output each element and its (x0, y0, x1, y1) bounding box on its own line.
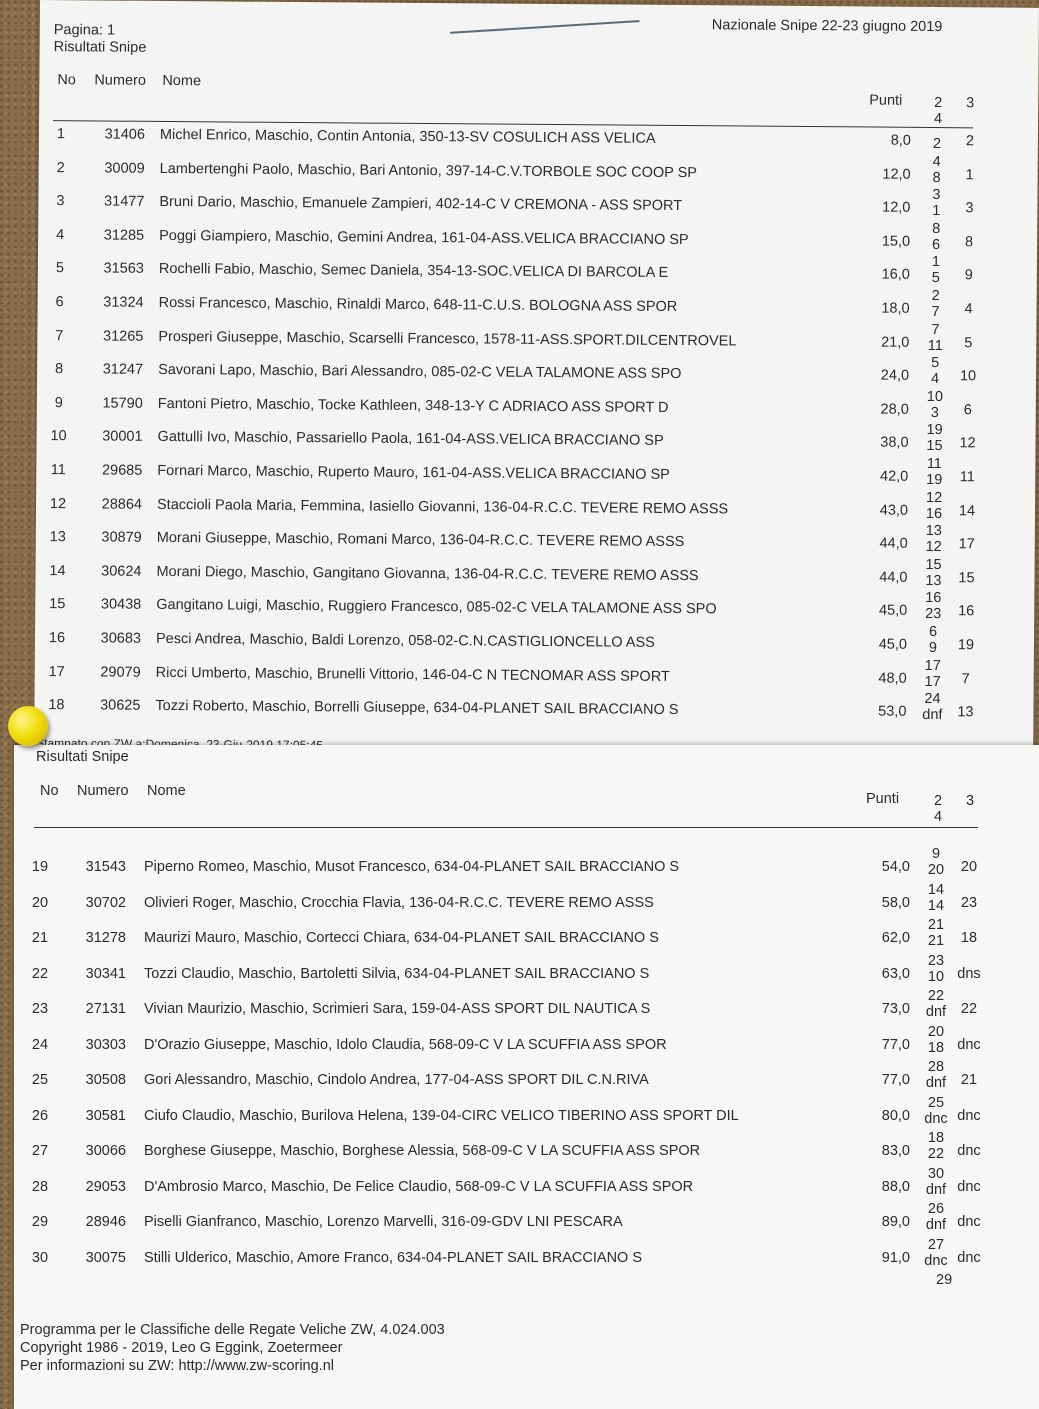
cell-race2-upper: 13 (925, 523, 942, 540)
cell-race3: 2 (965, 133, 975, 150)
cell-race3: 22 (960, 1001, 978, 1017)
cell-numero: 30624 (101, 563, 142, 580)
cell-race2-upper: 14 (927, 881, 945, 898)
cell-numero: 30009 (104, 160, 145, 177)
cell-punti: 77,0 (881, 1036, 910, 1053)
cell-numero: 31324 (103, 294, 144, 311)
cell-race2: 10 (927, 968, 945, 985)
cell-race3: 11 (959, 469, 975, 486)
cell-nome: Savorani Lapo, Maschio, Bari Alessandro, 085-02-C VELA TALAMONE ASS SPO (158, 362, 682, 383)
footer-line-3: Per informazioni su ZW: http://www.zw-scoring.nl (20, 1358, 334, 1374)
cell-numero: 30075 (85, 1249, 126, 1266)
cell-race2: 9 (928, 640, 938, 657)
table-row (14, 988, 1039, 1031)
cell-race2: 5 (931, 270, 940, 287)
cell-race2-upper: 20 (927, 1023, 945, 1040)
cell-punti: 21,0 (881, 334, 910, 351)
table-row (14, 846, 1039, 889)
cell-race2: 8 (932, 169, 941, 186)
cell-no: 1 (56, 126, 66, 143)
cell-race2: dnc (924, 1252, 948, 1269)
cell-race3: 21 (960, 1072, 978, 1088)
cell-race2: dnf (925, 1004, 947, 1020)
cell-no: 16 (48, 630, 66, 647)
cell-no: 14 (49, 562, 66, 580)
cell-punti: 8,0 (890, 132, 911, 149)
cell-nome: Gori Alessandro, Maschio, Cindolo Andrea, 177-04-ASS SPORT DIL C.N.RIVA (144, 1072, 649, 1088)
cell-numero: 30508 (85, 1072, 126, 1088)
cell-nome: Gangitano Luigi, Maschio, Ruggiero Francesco, 085-02-C VELA TALAMONE ASS SPO (156, 597, 717, 618)
cell-race2-upper: 5 (931, 355, 940, 372)
cell-punti: 53,0 (878, 703, 907, 721)
pen-mark (450, 20, 640, 34)
cell-numero: 30341 (85, 965, 126, 982)
table-row (14, 1059, 1039, 1102)
cell-race3: 20 (960, 859, 978, 875)
header-race4: 4 (934, 111, 943, 128)
header-nome: Nome (162, 72, 202, 90)
table-row (14, 917, 1039, 960)
cell-nome: Prosperi Giuseppe, Maschio, Scarselli Francesco, 1578-11-ASS.SPORT.DILCENTROVEL (158, 328, 737, 350)
cell-no: 5 (55, 260, 64, 277)
cell-punti: 12,0 (882, 199, 911, 217)
cell-race3: dnc (957, 1249, 981, 1266)
header-numero: Numero (77, 783, 129, 799)
cell-race2-upper: 11 (926, 455, 942, 473)
cell-race2: 14 (927, 897, 945, 914)
cell-numero: 31563 (103, 260, 144, 278)
cell-punti: 44,0 (879, 569, 908, 586)
cell-race2: 3 (930, 404, 939, 421)
cell-race2-upper: 18 (927, 1130, 945, 1146)
cell-punti: 15,0 (881, 233, 911, 250)
cell-race2-upper: 2 (931, 288, 940, 305)
page-label: Pagina: 1 (53, 22, 116, 39)
cell-race2-upper: 21 (927, 917, 945, 933)
race-value-extra: 29 (936, 1272, 953, 1288)
cell-punti: 16,0 (881, 267, 910, 284)
header-race3: 3 (966, 95, 975, 112)
cell-punti: 43,0 (879, 502, 909, 519)
cell-race2: 13 (925, 572, 942, 589)
cell-race3: 12 (959, 435, 976, 452)
cell-race2: 6 (931, 236, 941, 253)
cell-nome: Fornari Marco, Maschio, Ruperto Mauro, 161-04-ASS.VELICA BRACCIANO SP (157, 462, 670, 483)
table-row (14, 1130, 1039, 1173)
cell-race3: dnc (957, 1143, 981, 1159)
cell-numero: 31285 (103, 227, 145, 244)
cell-nome: Michel Enrico, Maschio, Contin Antonia, 350-13-SV COSULICH ASS VELICA (159, 126, 656, 147)
header-race2: 2 (934, 793, 943, 809)
cell-nome: Piperno Romeo, Maschio, Musot Francesco, 634-04-PLANET SAIL BRACCIANO S (144, 859, 680, 875)
cell-race2-upper: 22 (927, 988, 945, 1004)
table-row (34, 693, 1033, 735)
header-punti: Punti (866, 791, 900, 807)
cell-no: 3 (56, 193, 65, 210)
cell-race2-upper: 28 (927, 1059, 945, 1075)
push-pin (8, 706, 48, 746)
cell-race3: 18 (960, 930, 978, 946)
cell-no: 19 (31, 859, 49, 875)
footer-line-2: Copyright 1986 - 2019, Leo G Eggink, Zoetermeer (20, 1340, 343, 1356)
cell-no: 15 (49, 596, 66, 613)
cell-numero: 31278 (85, 930, 126, 946)
cell-race3: dns (957, 965, 981, 982)
cell-no: 21 (31, 930, 49, 946)
event-title: Nazionale Snipe 22-23 giugno 2019 (711, 17, 943, 36)
cell-punti: 38,0 (880, 435, 909, 452)
results-sheet-page-1 (34, 0, 1039, 768)
header-rule (34, 827, 978, 828)
cell-nome: D'Orazio Giuseppe, Maschio, Idolo Claudia, 568-09-C V LA SCUFFIA ASS SPOR (144, 1036, 667, 1053)
cell-race2: 1 (932, 203, 941, 220)
cell-numero: 30438 (100, 596, 142, 614)
cell-race2-upper: 9 (931, 846, 941, 862)
cell-numero: 31247 (102, 361, 144, 379)
cell-race2: 17 (924, 673, 941, 690)
header-punti: Punti (869, 92, 903, 109)
cell-nome: Ciufo Claudio, Maschio, Burilova Helena, 139-04-CIRC VELICO TIBERINO ASS SPORT DIL (144, 1107, 739, 1124)
cell-punti: 62,0 (881, 930, 910, 946)
cell-nome: Maurizi Mauro, Maschio, Cortecci Chiara, 634-04-PLANET SAIL BRACCIANO S (144, 930, 659, 946)
cell-nome: Olivieri Roger, Maschio, Crocchia Flavia, 136-04-R.C.C. TEVERE REMO ASSS (144, 894, 654, 911)
cell-numero: 30879 (101, 529, 142, 547)
cell-race3: 1 (965, 166, 974, 183)
cell-race3: 13 (957, 704, 974, 721)
cell-race2: 11 (927, 337, 943, 354)
cell-race2-upper: 24 (924, 691, 941, 708)
cell-no: 23 (31, 1001, 49, 1017)
cell-nome: Pesci Andrea, Maschio, Baldi Lorenzo, 058-02-C.N.CASTIGLIONCELLO ASS (155, 630, 655, 651)
cell-numero: 31265 (102, 328, 144, 345)
cell-numero: 28946 (85, 1214, 126, 1230)
cell-punti: 42,0 (879, 468, 909, 485)
header-race3: 3 (966, 793, 975, 809)
cell-punti: 77,0 (881, 1072, 910, 1088)
cell-race3: 17 (958, 536, 975, 553)
cell-numero: 29685 (101, 462, 143, 479)
cell-no: 26 (31, 1107, 49, 1124)
cell-numero: 30625 (100, 697, 141, 714)
cell-no: 2 (56, 159, 65, 176)
cell-race2: 23 (925, 606, 942, 623)
header-race4: 4 (934, 809, 943, 825)
cell-race3: 6 (963, 402, 972, 419)
cell-race2-upper: 19 (926, 422, 943, 439)
cell-race2-upper: 27 (927, 1236, 945, 1253)
cell-punti: 54,0 (881, 859, 910, 875)
cell-race3: dnc (957, 1036, 981, 1053)
cell-no: 29 (31, 1214, 49, 1230)
cell-race2: 2 (932, 136, 941, 153)
cell-punti: 88,0 (881, 1178, 910, 1195)
cell-no: 11 (50, 462, 66, 479)
cell-numero: 31477 (104, 193, 145, 211)
cell-punti: 18,0 (881, 300, 910, 317)
cell-numero: 30001 (102, 428, 143, 446)
cell-no: 6 (55, 294, 64, 311)
cell-punti: 83,0 (881, 1143, 910, 1159)
cell-numero: 31406 (104, 126, 146, 143)
cell-race2-upper: 26 (927, 1201, 945, 1217)
cell-race2-upper: 25 (927, 1094, 945, 1111)
cell-nome: Stilli Ulderico, Maschio, Amore Franco, 634-04-PLANET SAIL BRACCIANO S (144, 1249, 643, 1266)
cell-race3: 7 (961, 670, 970, 687)
cell-race2: 18 (927, 1039, 945, 1056)
cell-race2-upper: 15 (925, 556, 942, 573)
cell-race3: 8 (965, 234, 974, 251)
cell-race2: 16 (925, 505, 943, 522)
cell-nome: Tozzi Claudio, Maschio, Bartoletti Silvia, 634-04-PLANET SAIL BRACCIANO S (144, 965, 650, 982)
cell-nome: D'Ambrosio Marco, Maschio, De Felice Claudio, 568-09-C V LA SCUFFIA ASS SPOR (144, 1178, 694, 1195)
cell-race2: 19 (926, 471, 943, 489)
cell-no: 4 (56, 226, 65, 243)
cell-race2: dnc (924, 1110, 948, 1127)
cell-race3: 15 (958, 570, 975, 587)
cell-nome: Vivian Maurizio, Maschio, Scrimieri Sara, 159-04-ASS SPORT DIL NAUTICA S (144, 1001, 651, 1017)
cell-race2-upper: 4 (932, 153, 941, 170)
cell-numero: 30702 (85, 894, 126, 911)
cell-no: 20 (31, 894, 49, 911)
cell-punti: 58,0 (881, 894, 910, 911)
cell-race3: 16 (958, 603, 975, 620)
sheet-title: Risultati Snipe (53, 39, 147, 56)
cell-numero: 29079 (100, 664, 141, 681)
cell-numero: 30581 (85, 1107, 126, 1124)
cell-nome: Lambertenghi Paolo, Maschio, Bari Antonio, 397-14-C.V.TORBOLE SOC COOP SP (159, 160, 698, 181)
cell-no: 30 (31, 1249, 49, 1266)
cell-nome: Gattulli Ivo, Maschio, Passariello Paola, 161-04-ASS.VELICA BRACCIANO SP (157, 429, 664, 450)
table-row (14, 1201, 1039, 1244)
cell-no: 28 (31, 1178, 49, 1195)
cell-punti: 28,0 (880, 401, 909, 418)
cell-race2: 12 (925, 539, 942, 556)
cell-race2: 4 (930, 371, 940, 388)
cell-race3: dnc (957, 1214, 981, 1230)
table-row (14, 1165, 1039, 1209)
cell-race2-upper: 3 (932, 187, 941, 204)
cell-race3: 4 (964, 301, 973, 318)
cell-numero: 31543 (85, 859, 126, 875)
cell-nome: Borghese Giuseppe, Maschio, Borghese Alessia, 568-09-C V LA SCUFFIA ASS SPOR (144, 1143, 701, 1159)
cell-no: 22 (31, 965, 49, 982)
cell-race2: dnf (925, 1181, 947, 1198)
cell-race2-upper: 1 (931, 254, 941, 271)
cell-nome: Morani Diego, Maschio, Gangitano Giovanna, 136-04-R.C.C. TEVERE REMO ASSS (156, 563, 699, 584)
cell-numero: 28864 (101, 496, 143, 513)
cell-nome: Rochelli Fabio, Maschio, Semec Daniela, 354-13-SOC.VELICA DI BARCOLA E (158, 261, 669, 282)
cell-race3: dnc (957, 1107, 981, 1124)
cell-numero: 30683 (100, 630, 142, 647)
cell-punti: 48,0 (878, 670, 907, 687)
cell-no: 25 (31, 1072, 49, 1088)
cell-race2-upper: 30 (927, 1165, 945, 1182)
cell-punti: 24,0 (880, 367, 910, 385)
cell-nome: Tozzi Roberto, Maschio, Borrelli Giuseppe, 634-04-PLANET SAIL BRACCIANO S (155, 698, 679, 719)
cell-race2-upper: 17 (924, 657, 941, 674)
cell-race2-upper: 8 (932, 220, 941, 237)
table-row (14, 1236, 1039, 1280)
cell-race2: 7 (931, 304, 940, 321)
cell-race2: dnf (925, 1217, 947, 1233)
cell-numero: 30066 (85, 1143, 126, 1159)
cell-punti: 44,0 (879, 535, 908, 553)
cell-race2: 15 (926, 438, 943, 455)
header-no: No (40, 783, 59, 799)
cell-race3: dnc (957, 1178, 981, 1195)
cell-race2-upper: 16 (925, 590, 942, 607)
cell-race2: dnf (922, 707, 943, 724)
cell-punti: 45,0 (878, 602, 908, 620)
cell-numero: 15790 (102, 395, 143, 412)
header-race2: 2 (934, 95, 943, 112)
cell-nome: Piselli Gianfranco, Maschio, Lorenzo Marvelli, 316-09-GDV LNI PESCARA (144, 1214, 623, 1230)
table-row (14, 881, 1039, 925)
cell-punti: 91,0 (881, 1249, 910, 1266)
cell-race3: 19 (957, 637, 975, 654)
cell-no: 9 (54, 394, 63, 411)
cell-numero: 29053 (85, 1178, 126, 1195)
cell-race2: 21 (927, 933, 945, 949)
header-numero: Numero (94, 72, 147, 89)
cell-no: 17 (48, 663, 65, 680)
cell-race2-upper: 10 (926, 388, 944, 405)
header-no: No (57, 72, 76, 89)
cell-nome: Bruni Dario, Maschio, Emanuele Zampieri, 402-14-C V CREMONA - ASS SPORT (159, 194, 683, 215)
cell-numero: 30303 (85, 1036, 126, 1053)
cell-nome: Poggi Giampiero, Maschio, Gemini Andrea, 161-04-ASS.VELICA BRACCIANO SP (159, 227, 689, 248)
cell-nome: Fantoni Pietro, Maschio, Tocke Kathleen, 348-13-Y C ADRIACO ASS SPORT D (157, 395, 669, 416)
cell-no: 12 (49, 495, 67, 512)
cell-no: 7 (55, 327, 64, 344)
cell-nome: Rossi Francesco, Maschio, Rinaldi Marco, 648-11-C.U.S. BOLOGNA ASS SPOR (158, 294, 678, 316)
footer-line-1: Programma per le Classifiche delle Regate Veliche ZW, 4.024.003 (20, 1322, 445, 1338)
cell-no: 13 (49, 529, 66, 546)
header-nome: Nome (147, 783, 186, 799)
cell-nome: Staccioli Paola Maria, Femmina, Iasiello Giovanni, 136-04-R.C.C. TEVERE REMO ASSS (156, 496, 729, 518)
cell-no: 27 (31, 1143, 49, 1159)
cell-race2: 22 (927, 1146, 945, 1162)
sheet-title: Risultati Snipe (36, 749, 129, 765)
cell-nome: Ricci Umberto, Maschio, Brunelli Vittorio, 146-04-C N TECNOMAR ASS SPORT (155, 664, 670, 685)
cell-race3: 14 (958, 502, 976, 519)
cell-race3: 10 (959, 368, 977, 385)
table-row (14, 1023, 1039, 1067)
cell-punti: 80,0 (881, 1107, 910, 1124)
cell-punti: 12,0 (882, 166, 911, 183)
cell-punti: 63,0 (881, 965, 910, 982)
cell-race2: dnf (925, 1075, 947, 1091)
cell-race2: 20 (927, 862, 945, 878)
cell-race3: 5 (964, 334, 973, 351)
table-row (14, 952, 1039, 996)
cell-no: 18 (48, 697, 65, 714)
cell-race3: 3 (965, 200, 974, 217)
cell-punti: 45,0 (878, 636, 908, 653)
cell-numero: 27131 (85, 1001, 126, 1017)
cell-race2-upper: 12 (925, 489, 943, 506)
cell-punti: 73,0 (881, 1001, 910, 1017)
cell-no: 8 (54, 361, 64, 378)
cell-race2-upper: 6 (928, 624, 938, 641)
table-row (14, 1094, 1039, 1138)
results-sheet-page-2 (14, 745, 1039, 1409)
cell-race3: 9 (964, 267, 973, 284)
cell-race3: 23 (960, 894, 978, 911)
cell-punti: 89,0 (881, 1214, 910, 1230)
cell-race2-upper: 7 (931, 321, 940, 338)
cell-no: 24 (31, 1036, 49, 1053)
cell-no: 10 (50, 428, 67, 445)
cell-race2-upper: 23 (927, 952, 945, 969)
cell-nome: Morani Giuseppe, Maschio, Romani Marco, 136-04-R.C.C. TEVERE REMO ASSS (156, 530, 685, 551)
